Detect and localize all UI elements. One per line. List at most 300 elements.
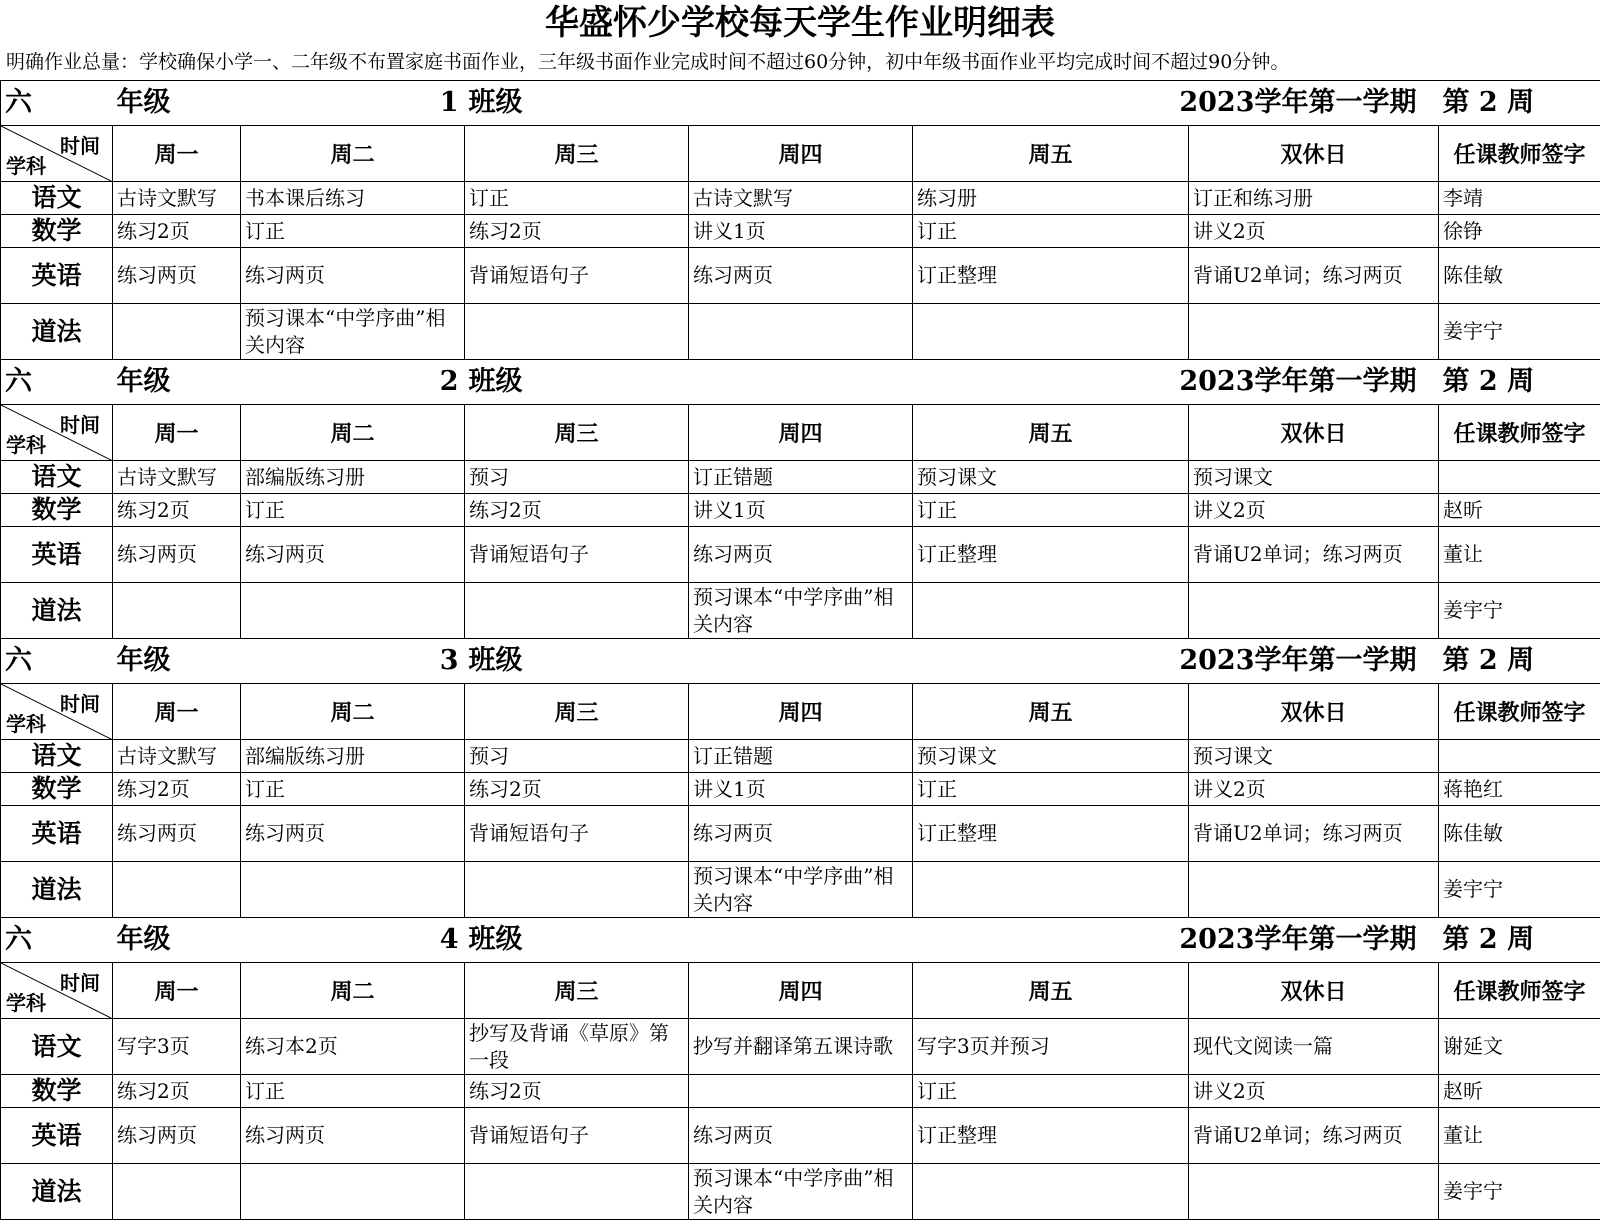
- homework-cell[interactable]: [913, 461, 1189, 494]
- corner-subject-label: 学科: [6, 150, 46, 179]
- subject-cell[interactable]: 道法: [1, 862, 113, 918]
- homework-cell[interactable]: [689, 1075, 913, 1108]
- week-cell[interactable]: 第 2 周: [1439, 639, 1600, 684]
- class-info-row: [1, 918, 1600, 963]
- homework-text: 讲义1页: [693, 776, 908, 803]
- homework-text: 订正整理: [917, 820, 1184, 847]
- homework-cell[interactable]: [465, 862, 689, 918]
- homework-cell[interactable]: [241, 527, 465, 583]
- week-cell[interactable]: 第 2 周: [1439, 360, 1600, 405]
- homework-text: 古诗文默写: [693, 185, 908, 212]
- teacher-signature-cell[interactable]: [1439, 182, 1600, 215]
- teacher-name: 姜宇宁: [1443, 597, 1596, 624]
- day-header-cell: 周一: [113, 405, 241, 461]
- homework-cell[interactable]: [689, 583, 913, 639]
- day-header-cell: 周三: [465, 963, 689, 1019]
- homework-cell[interactable]: [689, 248, 913, 304]
- day-header-cell: 任课教师签字: [1439, 963, 1600, 1019]
- grade-label-cell[interactable]: 年级: [113, 918, 241, 963]
- teacher-name: 徐铮: [1443, 218, 1596, 245]
- homework-cell[interactable]: [465, 740, 689, 773]
- homework-cell[interactable]: [689, 1164, 913, 1220]
- corner-time-label: 时间: [60, 967, 100, 996]
- subject-cell[interactable]: 数学: [1, 1075, 113, 1108]
- class-info-row: [1, 81, 1600, 126]
- term-cell[interactable]: 2023学年第一学期: [913, 81, 1439, 126]
- teacher-name: 董让: [1443, 541, 1596, 568]
- homework-text: 部编版练习册: [245, 464, 460, 491]
- homework-cell[interactable]: [1189, 248, 1439, 304]
- homework-text: 订正整理: [917, 1122, 1184, 1149]
- grade-label-cell[interactable]: 年级: [113, 360, 241, 405]
- homework-cell[interactable]: [241, 494, 465, 527]
- homework-text: 预习课文: [1193, 743, 1434, 770]
- homework-cell[interactable]: [465, 248, 689, 304]
- homework-cell[interactable]: [1189, 494, 1439, 527]
- teacher-signature-cell[interactable]: [1439, 494, 1600, 527]
- homework-cell[interactable]: [241, 304, 465, 360]
- homework-cell[interactable]: [465, 1164, 689, 1220]
- day-header-cell: 周五: [913, 684, 1189, 740]
- day-header-cell: 周一: [113, 684, 241, 740]
- day-header-cell: 周五: [913, 126, 1189, 182]
- subject-row: [1, 182, 1600, 215]
- day-header-cell: 周二: [241, 963, 465, 1019]
- homework-cell[interactable]: [113, 248, 241, 304]
- corner-time-label: 时间: [60, 130, 100, 159]
- term-cell[interactable]: 2023学年第一学期: [913, 918, 1439, 963]
- homework-cell[interactable]: [913, 494, 1189, 527]
- homework-cell[interactable]: [1189, 215, 1439, 248]
- week-cell[interactable]: 第 2 周: [1439, 918, 1600, 963]
- subject-row: [1, 583, 1600, 639]
- homework-text: 预习课文: [917, 464, 1184, 491]
- day-header-cell: 任课教师签字: [1439, 405, 1600, 461]
- grade-cell[interactable]: 六: [1, 918, 113, 963]
- homework-text: 练习两页: [693, 541, 908, 568]
- homework-cell[interactable]: [913, 304, 1189, 360]
- homework-text: 背诵U2单词；练习两页: [1193, 262, 1434, 289]
- subject-row: [1, 527, 1600, 583]
- homework-text: 预习: [469, 743, 684, 770]
- homework-text: 背诵短语句子: [469, 262, 684, 289]
- homework-cell[interactable]: [113, 583, 241, 639]
- corner-header-cell: [1, 405, 113, 461]
- homework-cell[interactable]: [689, 494, 913, 527]
- corner-time-label: 时间: [60, 409, 100, 438]
- class-info-row: [1, 360, 1600, 405]
- homework-cell[interactable]: [1189, 182, 1439, 215]
- class-number-cell[interactable]: 2: [241, 360, 465, 405]
- homework-cell[interactable]: [689, 773, 913, 806]
- homework-text: 订正和练习册: [1193, 185, 1434, 212]
- teacher-name: 陈佳敏: [1443, 820, 1596, 847]
- subject-cell[interactable]: 英语: [1, 1108, 113, 1164]
- day-header-row: [1, 405, 1600, 461]
- term-cell[interactable]: 2023学年第一学期: [913, 639, 1439, 684]
- teacher-signature-cell[interactable]: [1439, 248, 1600, 304]
- homework-cell[interactable]: [113, 1019, 241, 1075]
- homework-text: 订正: [245, 1078, 460, 1105]
- subject-row: [1, 304, 1600, 360]
- homework-cell[interactable]: [113, 1108, 241, 1164]
- subject-row: [1, 494, 1600, 527]
- homework-text: 练习两页: [245, 262, 460, 289]
- homework-cell[interactable]: [113, 494, 241, 527]
- homework-cell[interactable]: [465, 304, 689, 360]
- teacher-name: 姜宇宁: [1443, 318, 1596, 345]
- homework-text: 写字3页并预习: [917, 1033, 1184, 1060]
- homework-text: 古诗文默写: [117, 464, 236, 491]
- homework-cell[interactable]: [913, 527, 1189, 583]
- subject-row: [1, 862, 1600, 918]
- homework-text: 讲义2页: [1193, 1078, 1434, 1105]
- day-header-cell: 周一: [113, 126, 241, 182]
- homework-text: 练习册: [917, 185, 1184, 212]
- homework-text: 预习课本“中学序曲”相关内容: [245, 305, 460, 359]
- homework-cell[interactable]: [913, 1075, 1189, 1108]
- homework-cell[interactable]: [913, 773, 1189, 806]
- homework-cell[interactable]: [465, 1108, 689, 1164]
- homework-cell[interactable]: [241, 583, 465, 639]
- homework-text: 订正: [917, 776, 1184, 803]
- day-header-cell: 周三: [465, 126, 689, 182]
- subject-cell[interactable]: 数学: [1, 215, 113, 248]
- week-cell[interactable]: 第 2 周: [1439, 81, 1600, 126]
- corner-subject-label: 学科: [6, 429, 46, 458]
- homework-text: 订正整理: [917, 541, 1184, 568]
- homework-cell[interactable]: [465, 494, 689, 527]
- subject-cell[interactable]: 英语: [1, 527, 113, 583]
- homework-text: 订正: [917, 497, 1184, 524]
- subject-cell[interactable]: 数学: [1, 494, 113, 527]
- homework-cell[interactable]: [913, 806, 1189, 862]
- homework-cell[interactable]: [241, 1108, 465, 1164]
- homework-cell[interactable]: [241, 182, 465, 215]
- homework-text: 背诵U2单词；练习两页: [1193, 820, 1434, 847]
- homework-cell[interactable]: [1189, 1164, 1439, 1220]
- homework-cell[interactable]: [241, 248, 465, 304]
- homework-cell[interactable]: [241, 806, 465, 862]
- class-number-cell[interactable]: 4: [241, 918, 465, 963]
- homework-text: 练习2页: [469, 218, 684, 245]
- homework-cell[interactable]: [1189, 1108, 1439, 1164]
- corner-header-cell: [1, 963, 113, 1019]
- homework-cell[interactable]: [113, 1164, 241, 1220]
- homework-cell[interactable]: [1189, 527, 1439, 583]
- teacher-signature-cell[interactable]: [1439, 583, 1600, 639]
- teacher-name: 陈佳敏: [1443, 262, 1596, 289]
- homework-cell[interactable]: [913, 1164, 1189, 1220]
- homework-text: 订正: [917, 218, 1184, 245]
- homework-text: 抄写及背诵《草原》第一段: [469, 1020, 684, 1074]
- homework-cell[interactable]: [1189, 740, 1439, 773]
- class-number-cell[interactable]: 1: [241, 81, 465, 126]
- homework-text: 练习两页: [117, 820, 236, 847]
- grade-cell[interactable]: 六: [1, 81, 113, 126]
- homework-text: 古诗文默写: [117, 185, 236, 212]
- subject-cell[interactable]: 数学: [1, 773, 113, 806]
- teacher-signature-cell[interactable]: [1439, 862, 1600, 918]
- day-header-cell: 周四: [689, 963, 913, 1019]
- homework-text: 练习2页: [469, 1078, 684, 1105]
- homework-cell[interactable]: [689, 740, 913, 773]
- homework-cell[interactable]: [113, 527, 241, 583]
- homework-cell[interactable]: [1189, 1075, 1439, 1108]
- teacher-signature-cell[interactable]: [1439, 527, 1600, 583]
- day-header-cell: 周二: [241, 684, 465, 740]
- homework-text: 预习课文: [917, 743, 1184, 770]
- homework-cell[interactable]: [241, 1019, 465, 1075]
- subject-cell[interactable]: 道法: [1, 1164, 113, 1220]
- grade-label-cell[interactable]: 年级: [113, 81, 241, 126]
- homework-text: 背诵短语句子: [469, 541, 684, 568]
- homework-cell[interactable]: [465, 773, 689, 806]
- homework-text: 讲义2页: [1193, 218, 1434, 245]
- homework-text: 订正: [245, 776, 460, 803]
- homework-text: 订正整理: [917, 262, 1184, 289]
- subject-cell[interactable]: 语文: [1, 740, 113, 773]
- homework-cell[interactable]: [913, 182, 1189, 215]
- homework-cell[interactable]: [913, 862, 1189, 918]
- homework-cell[interactable]: [689, 527, 913, 583]
- subject-row: [1, 248, 1600, 304]
- subject-cell[interactable]: 道法: [1, 583, 113, 639]
- subject-row: [1, 1164, 1600, 1220]
- homework-text: 练习两页: [245, 541, 460, 568]
- day-header-cell: 周三: [465, 405, 689, 461]
- homework-text: 背诵U2单词；练习两页: [1193, 541, 1434, 568]
- class-label-cell[interactable]: 班级: [465, 639, 913, 684]
- homework-text: 现代文阅读一篇: [1193, 1033, 1434, 1060]
- teacher-signature-cell[interactable]: [1439, 1019, 1600, 1075]
- teacher-signature-cell[interactable]: [1439, 1108, 1600, 1164]
- teacher-signature-cell[interactable]: [1439, 806, 1600, 862]
- homework-text: 书本课后练习: [245, 185, 460, 212]
- teacher-name: 谢延文: [1443, 1033, 1596, 1060]
- homework-text: 订正: [917, 1078, 1184, 1105]
- subject-cell[interactable]: 语文: [1, 182, 113, 215]
- day-header-cell: 周二: [241, 126, 465, 182]
- day-header-cell: 周三: [465, 684, 689, 740]
- subject-cell[interactable]: 道法: [1, 304, 113, 360]
- homework-cell[interactable]: [241, 1164, 465, 1220]
- homework-text: 预习课本“中学序曲”相关内容: [693, 584, 908, 638]
- subject-row: [1, 740, 1600, 773]
- homework-cell[interactable]: [113, 461, 241, 494]
- homework-cell[interactable]: [1189, 773, 1439, 806]
- corner-subject-label: 学科: [6, 708, 46, 737]
- subject-row: [1, 806, 1600, 862]
- homework-text: 练习2页: [117, 497, 236, 524]
- day-header-row: [1, 126, 1600, 182]
- subject-row: [1, 1019, 1600, 1075]
- homework-cell[interactable]: [113, 862, 241, 918]
- homework-text: 练习2页: [117, 218, 236, 245]
- homework-text: 练习两页: [117, 1122, 236, 1149]
- teacher-signature-cell[interactable]: [1439, 1075, 1600, 1108]
- day-header-cell: 周四: [689, 126, 913, 182]
- day-header-cell: 双休日: [1189, 963, 1439, 1019]
- homework-cell[interactable]: [241, 773, 465, 806]
- homework-text: 练习两页: [693, 262, 908, 289]
- teacher-signature-cell[interactable]: [1439, 1164, 1600, 1220]
- homework-table: [0, 80, 1600, 1220]
- homework-cell[interactable]: [113, 773, 241, 806]
- homework-cell[interactable]: [241, 740, 465, 773]
- day-header-cell: 周四: [689, 405, 913, 461]
- homework-cell[interactable]: [113, 740, 241, 773]
- class-label-cell[interactable]: 班级: [465, 360, 913, 405]
- homework-cell[interactable]: [465, 1019, 689, 1075]
- teacher-signature-cell[interactable]: [1439, 215, 1600, 248]
- class-info-row: [1, 639, 1600, 684]
- sheet-title: 华盛怀少学校每天学生作业明细表: [0, 0, 1600, 44]
- homework-cell[interactable]: [465, 1075, 689, 1108]
- homework-cell[interactable]: [1189, 862, 1439, 918]
- homework-text: 讲义1页: [693, 497, 908, 524]
- homework-cell[interactable]: [913, 583, 1189, 639]
- class-number-cell[interactable]: 3: [241, 639, 465, 684]
- subject-row: [1, 1075, 1600, 1108]
- homework-cell[interactable]: [241, 461, 465, 494]
- homework-text: 练习本2页: [245, 1033, 460, 1060]
- class-label-cell[interactable]: 班级: [465, 81, 913, 126]
- day-header-cell: 周五: [913, 963, 1189, 1019]
- homework-cell[interactable]: [913, 740, 1189, 773]
- homework-cell[interactable]: [689, 1108, 913, 1164]
- homework-cell[interactable]: [465, 583, 689, 639]
- homework-text: 练习两页: [693, 1122, 908, 1149]
- workload-note: 明确作业总量：学校确保小学一、二年级不布置家庭书面作业，三年级书面作业完成时间不超过60分钟，初中年级书面作业平均完成时间不超过90分钟。: [6, 48, 1596, 76]
- homework-text: 预习课本“中学序曲”相关内容: [693, 1165, 908, 1219]
- grade-label-cell[interactable]: 年级: [113, 639, 241, 684]
- subject-cell[interactable]: 语文: [1, 461, 113, 494]
- homework-text: 古诗文默写: [117, 743, 236, 770]
- homework-cell[interactable]: [465, 182, 689, 215]
- homework-text: 练习2页: [469, 776, 684, 803]
- day-header-cell: 双休日: [1189, 405, 1439, 461]
- homework-text: 练习两页: [693, 820, 908, 847]
- day-header-cell: 周五: [913, 405, 1189, 461]
- homework-cell[interactable]: [1189, 806, 1439, 862]
- teacher-name: 李靖: [1443, 185, 1596, 212]
- day-header-cell: 周四: [689, 684, 913, 740]
- day-header-cell: 周一: [113, 963, 241, 1019]
- teacher-signature-cell[interactable]: [1439, 304, 1600, 360]
- homework-cell[interactable]: [913, 215, 1189, 248]
- homework-cell[interactable]: [1189, 1019, 1439, 1075]
- subject-cell[interactable]: 英语: [1, 248, 113, 304]
- homework-cell[interactable]: [113, 806, 241, 862]
- homework-cell[interactable]: [465, 461, 689, 494]
- teacher-signature-cell[interactable]: [1439, 773, 1600, 806]
- homework-cell[interactable]: [241, 215, 465, 248]
- homework-cell[interactable]: [689, 806, 913, 862]
- homework-text: 订正: [245, 497, 460, 524]
- homework-cell[interactable]: [689, 182, 913, 215]
- homework-text: 写字3页: [117, 1033, 236, 1060]
- homework-cell[interactable]: [1189, 461, 1439, 494]
- subject-row: [1, 1108, 1600, 1164]
- subject-row: [1, 461, 1600, 494]
- teacher-name: 董让: [1443, 1122, 1596, 1149]
- grade-cell[interactable]: 六: [1, 360, 113, 405]
- homework-cell[interactable]: [913, 1019, 1189, 1075]
- homework-cell[interactable]: [689, 215, 913, 248]
- subject-row: [1, 773, 1600, 806]
- teacher-signature-cell[interactable]: [1439, 740, 1600, 773]
- homework-cell[interactable]: [241, 862, 465, 918]
- corner-header-cell: [1, 126, 113, 182]
- homework-text: 订正错题: [693, 743, 908, 770]
- homework-text: 练习2页: [117, 1078, 236, 1105]
- homework-text: 预习: [469, 464, 684, 491]
- corner-header-cell: [1, 684, 113, 740]
- homework-cell[interactable]: [1189, 304, 1439, 360]
- homework-cell[interactable]: [689, 862, 913, 918]
- homework-text: 讲义2页: [1193, 497, 1434, 524]
- day-header-cell: 双休日: [1189, 126, 1439, 182]
- grade-cell[interactable]: 六: [1, 639, 113, 684]
- homework-cell[interactable]: [113, 1075, 241, 1108]
- homework-text: 练习两页: [245, 1122, 460, 1149]
- homework-cell[interactable]: [465, 215, 689, 248]
- homework-cell[interactable]: [689, 461, 913, 494]
- homework-cell[interactable]: [913, 1108, 1189, 1164]
- teacher-name: 赵昕: [1443, 497, 1596, 524]
- homework-cell[interactable]: [689, 304, 913, 360]
- homework-cell[interactable]: [113, 304, 241, 360]
- term-cell[interactable]: 2023学年第一学期: [913, 360, 1439, 405]
- homework-text: 练习两页: [117, 262, 236, 289]
- day-header-row: [1, 684, 1600, 740]
- homework-text: 预习课本“中学序曲”相关内容: [693, 863, 908, 917]
- subject-cell[interactable]: 英语: [1, 806, 113, 862]
- homework-text: 订正: [469, 185, 684, 212]
- homework-cell[interactable]: [113, 182, 241, 215]
- homework-text: 练习两页: [117, 541, 236, 568]
- homework-cell[interactable]: [689, 1019, 913, 1075]
- subject-row: [1, 215, 1600, 248]
- homework-cell[interactable]: [913, 248, 1189, 304]
- homework-text: 预习课文: [1193, 464, 1434, 491]
- homework-text: 讲义1页: [693, 218, 908, 245]
- homework-text: 订正: [245, 218, 460, 245]
- day-header-cell: 双休日: [1189, 684, 1439, 740]
- day-header-cell: 周二: [241, 405, 465, 461]
- homework-cell[interactable]: [241, 1075, 465, 1108]
- class-label-cell[interactable]: 班级: [465, 918, 913, 963]
- teacher-signature-cell[interactable]: [1439, 461, 1600, 494]
- homework-text: 部编版练习册: [245, 743, 460, 770]
- homework-text: 背诵U2单词；练习两页: [1193, 1122, 1434, 1149]
- homework-cell[interactable]: [465, 527, 689, 583]
- subject-cell[interactable]: 语文: [1, 1019, 113, 1075]
- corner-time-label: 时间: [60, 688, 100, 717]
- homework-text: 练习2页: [469, 497, 684, 524]
- day-header-row: [1, 963, 1600, 1019]
- homework-text: 背诵短语句子: [469, 820, 684, 847]
- homework-cell[interactable]: [113, 215, 241, 248]
- homework-text: 抄写并翻译第五课诗歌: [693, 1033, 908, 1060]
- teacher-name: 蒋艳红: [1443, 776, 1596, 803]
- homework-cell[interactable]: [1189, 583, 1439, 639]
- homework-text: 讲义2页: [1193, 776, 1434, 803]
- teacher-name: 姜宇宁: [1443, 1178, 1596, 1205]
- corner-subject-label: 学科: [6, 987, 46, 1016]
- homework-cell[interactable]: [465, 806, 689, 862]
